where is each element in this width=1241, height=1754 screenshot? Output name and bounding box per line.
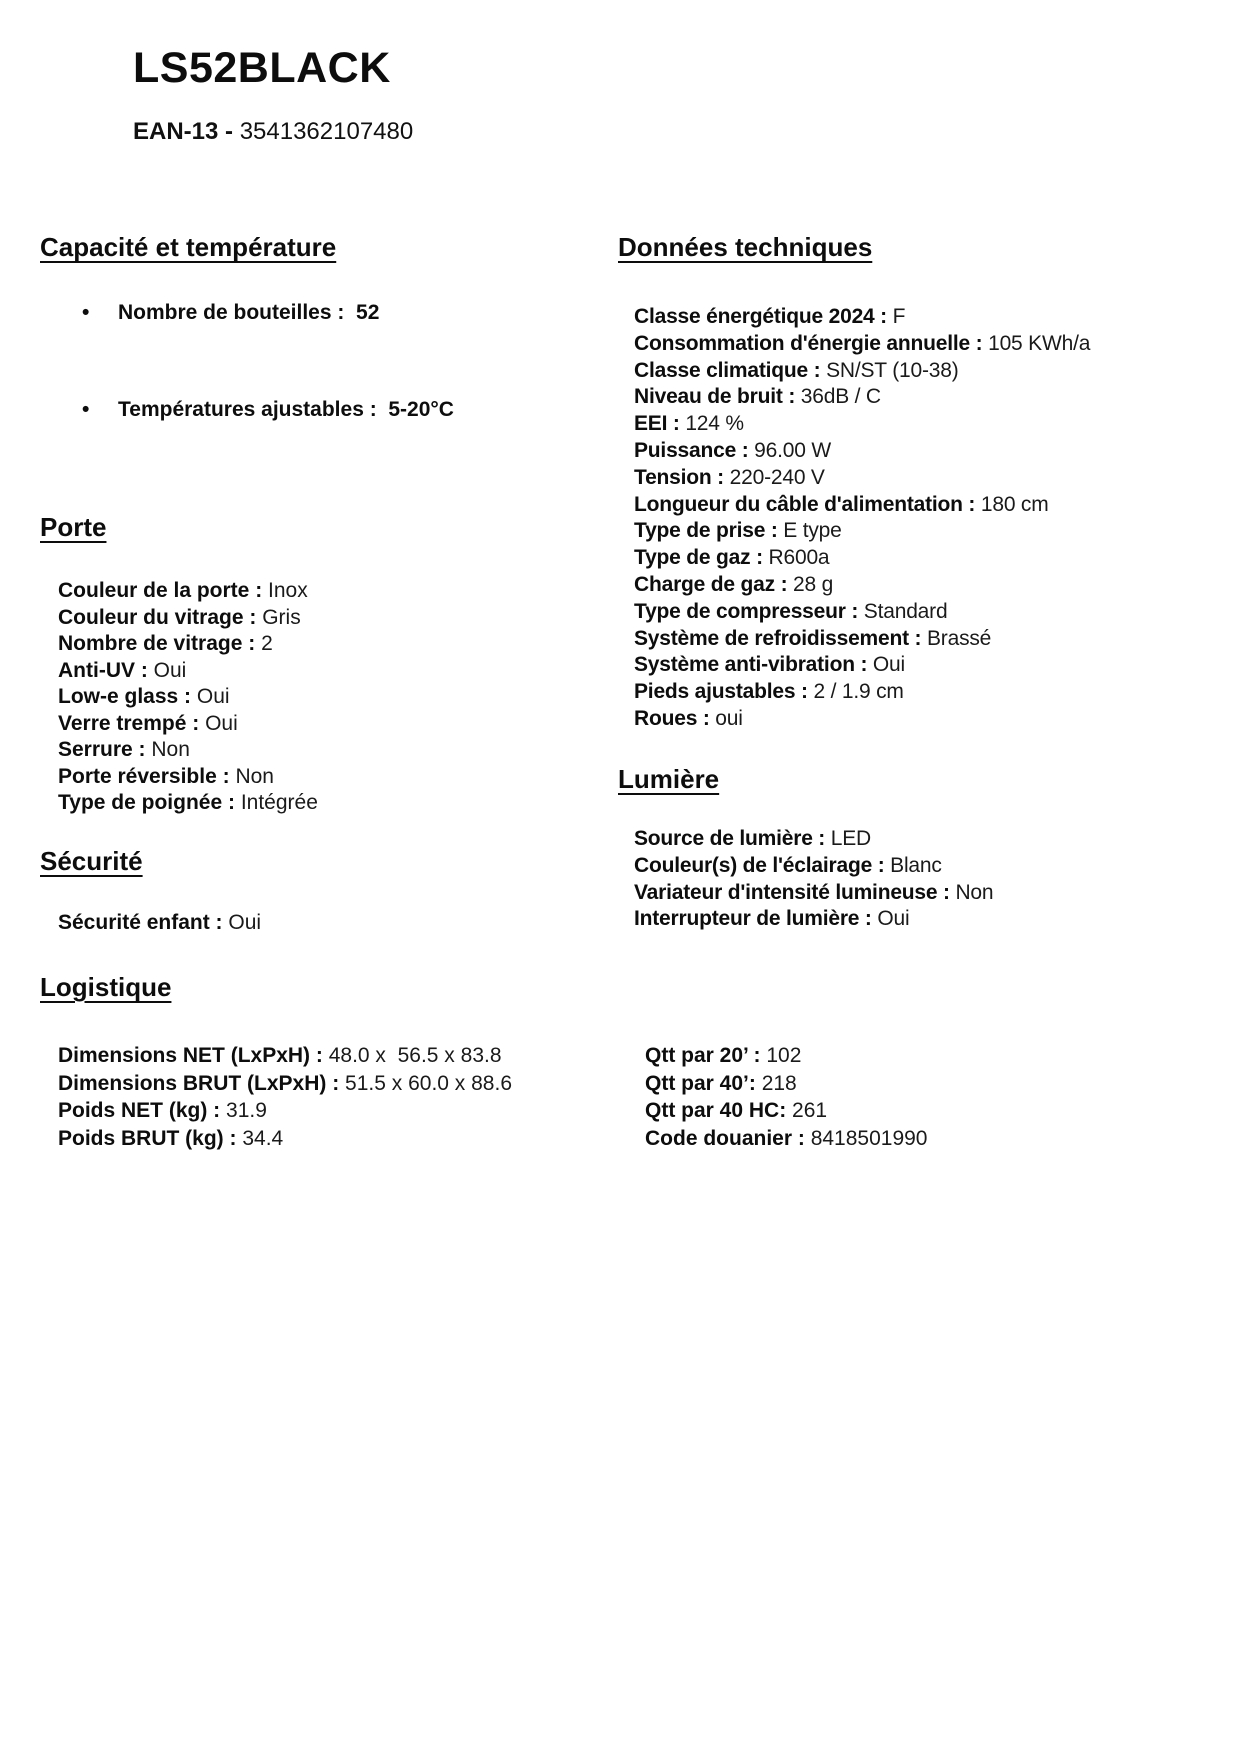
spec-line (58, 737, 538, 764)
spec-line (634, 545, 1214, 572)
spec-value: Brassé (927, 626, 992, 650)
bullet-item (82, 300, 542, 326)
spec-label: Low-e glass : (58, 685, 192, 708)
spec-line (645, 1097, 1165, 1125)
spec-value: Oui (877, 907, 910, 931)
spec-label: Porte réversible : (58, 764, 230, 788)
spec-value: Non (151, 738, 190, 761)
spec-label: Sécurité enfant : (58, 911, 223, 934)
spec-line (634, 706, 1214, 733)
spec-label: Source de lumière : (634, 827, 826, 850)
spec-label: Nombre de vitrage : (58, 632, 256, 655)
spec-line (634, 411, 1214, 438)
spec-label: Système de refroidissement : (634, 626, 922, 650)
spec-label: Poids NET (kg) : (58, 1099, 221, 1123)
spec-value: E type (783, 519, 842, 543)
spec-line (58, 790, 538, 817)
spec-label: Couleur du vitrage : (58, 605, 257, 629)
section-heading-donnees: Données techniques (618, 232, 873, 262)
ean-line (133, 118, 413, 146)
spec-value: 8418501990 (810, 1126, 928, 1150)
spec-line (58, 1070, 558, 1098)
spec-value: 218 (761, 1071, 797, 1095)
spec-value: 36dB / C (800, 385, 881, 409)
spec-label: Consommation d'énergie annuelle : (634, 331, 983, 355)
spec-label: Dimensions BRUT (LxPxH) : (58, 1071, 340, 1095)
bullet-text: Nombre de bouteilles : 52 (118, 301, 380, 324)
spec-label: Type de poignée : (58, 791, 235, 814)
spec-label: Serrure : (58, 738, 146, 761)
spec-label: Code douanier : (645, 1126, 805, 1150)
spec-value: 105 KWh/a (988, 331, 1091, 355)
spec-line (634, 518, 1214, 545)
spec-value: Oui (228, 911, 262, 934)
spec-line (634, 599, 1214, 626)
spec-line (58, 684, 538, 711)
spec-label: Charge de gaz : (634, 572, 788, 596)
spec-line (634, 304, 1214, 331)
spec-line (58, 764, 538, 791)
spec-line (58, 1125, 558, 1153)
spec-line (634, 384, 1214, 411)
spec-label: Qtt par 20’ : (645, 1044, 761, 1067)
spec-value: Oui (196, 685, 230, 708)
spec-label: Système anti-vibration : (634, 653, 868, 677)
spec-label: Qtt par 40 HC: (645, 1099, 787, 1123)
spec-value: 31.9 (226, 1099, 267, 1123)
spec-line (58, 631, 538, 658)
spec-line (634, 438, 1214, 465)
spec-value: Blanc (890, 853, 942, 877)
spec-value: Gris (262, 605, 301, 629)
spec-line (645, 1125, 1165, 1153)
spec-value: SN/ST (10-38) (826, 358, 959, 382)
bullet-item (82, 397, 542, 423)
section-heading-logistique: Logistique (40, 972, 172, 1002)
spec-label: Dimensions NET (LxPxH) : (58, 1044, 323, 1067)
spec-label: Tension : (634, 465, 724, 489)
spec-label: Verre trempé : (58, 711, 200, 735)
spec-line (58, 578, 538, 605)
spec-line (634, 358, 1214, 385)
spec-value: Intégrée (240, 791, 318, 814)
spec-line (634, 492, 1214, 519)
spec-line (634, 906, 1214, 933)
spec-line (634, 826, 1214, 853)
spec-value: LED (830, 827, 872, 850)
section-heading-capacite: Capacité et température (40, 232, 337, 262)
spec-line (58, 1097, 558, 1125)
spec-value: 28 g (793, 572, 834, 596)
spec-value: 2 (261, 632, 273, 655)
spec-value: F (892, 305, 906, 328)
spec-label: Classe énergétique 2024 : (634, 305, 887, 328)
spec-label: Roues : (634, 706, 710, 730)
spec-value: 261 (792, 1099, 828, 1123)
spec-line (634, 572, 1214, 599)
ean-label: EAN-13 - (133, 118, 240, 145)
spec-line (634, 465, 1214, 492)
logistique-right-list (645, 1042, 1165, 1152)
spec-value: 48.0 x 56.5 x 83.8 (328, 1044, 502, 1067)
spec-value: Oui (205, 711, 238, 735)
spec-value: Non (235, 764, 274, 788)
spec-line (634, 331, 1214, 358)
spec-label: Interrupteur de lumière : (634, 907, 872, 931)
section-heading-lumiere: Lumière (618, 764, 720, 794)
spec-label: Pieds ajustables : (634, 680, 808, 704)
bullet-text: Températures ajustables : 5-20°C (118, 398, 454, 421)
spec-label: Couleur de la porte : (58, 579, 263, 602)
capacite-bullet-list (82, 300, 542, 494)
spec-value: 96.00 W (754, 438, 831, 462)
spec-line (58, 605, 538, 632)
spec-value: 220-240 V (729, 465, 825, 489)
spec-line (634, 679, 1214, 706)
spec-line (634, 853, 1214, 880)
spec-value: 34.4 (242, 1126, 284, 1150)
spec-line (634, 880, 1214, 907)
spec-line (645, 1070, 1165, 1098)
spec-label: Couleur(s) de l'éclairage : (634, 853, 885, 877)
spec-value: Inox (268, 579, 308, 602)
spec-value: 102 (766, 1044, 802, 1067)
porte-spec-list (58, 578, 538, 817)
spec-line (634, 626, 1214, 653)
spec-value: Oui (153, 658, 187, 682)
spec-value: 2 / 1.9 cm (813, 680, 904, 704)
spec-label: EEI : (634, 412, 680, 436)
spec-line (645, 1042, 1165, 1070)
spec-line (58, 711, 538, 738)
securite-spec-list (58, 910, 538, 937)
logistique-left-list (58, 1042, 558, 1152)
spec-value: Non (955, 880, 994, 904)
spec-label: Longueur du câble d'alimentation : (634, 492, 976, 516)
section-heading-porte: Porte (40, 512, 107, 542)
spec-label: Puissance : (634, 438, 749, 462)
spec-line (58, 910, 538, 937)
spec-label: Type de compresseur : (634, 599, 859, 623)
spec-label: Poids BRUT (kg) : (58, 1126, 237, 1150)
donnees-spec-list (634, 304, 1214, 733)
spec-line (58, 1042, 558, 1070)
spec-line (634, 652, 1214, 679)
spec-value: 51.5 x 60.0 x 88.6 (345, 1071, 513, 1095)
spec-label: Qtt par 40’: (645, 1071, 756, 1095)
spec-label: Classe climatique : (634, 358, 821, 382)
ean-value: 3541362107480 (239, 118, 414, 145)
spec-label: Anti-UV : (58, 658, 148, 682)
spec-label: Type de gaz : (634, 546, 763, 570)
spec-value: R600a (768, 546, 830, 570)
spec-value: 124 % (685, 412, 744, 436)
spec-line (58, 658, 538, 685)
bullet-icon: • (82, 301, 90, 324)
lumiere-spec-list (634, 826, 1214, 933)
spec-value: Standard (863, 599, 948, 623)
spec-value: oui (715, 706, 743, 730)
product-title: LS52BLACK (133, 44, 391, 92)
spec-value: 180 cm (980, 492, 1049, 516)
bullet-icon: • (82, 398, 90, 421)
spec-label: Niveau de bruit : (634, 385, 796, 409)
spec-value: Oui (872, 653, 905, 677)
spec-label: Type de prise : (634, 519, 778, 543)
spec-label: Variateur d'intensité lumineuse : (634, 880, 950, 904)
section-heading-securite: Sécurité (40, 846, 143, 876)
